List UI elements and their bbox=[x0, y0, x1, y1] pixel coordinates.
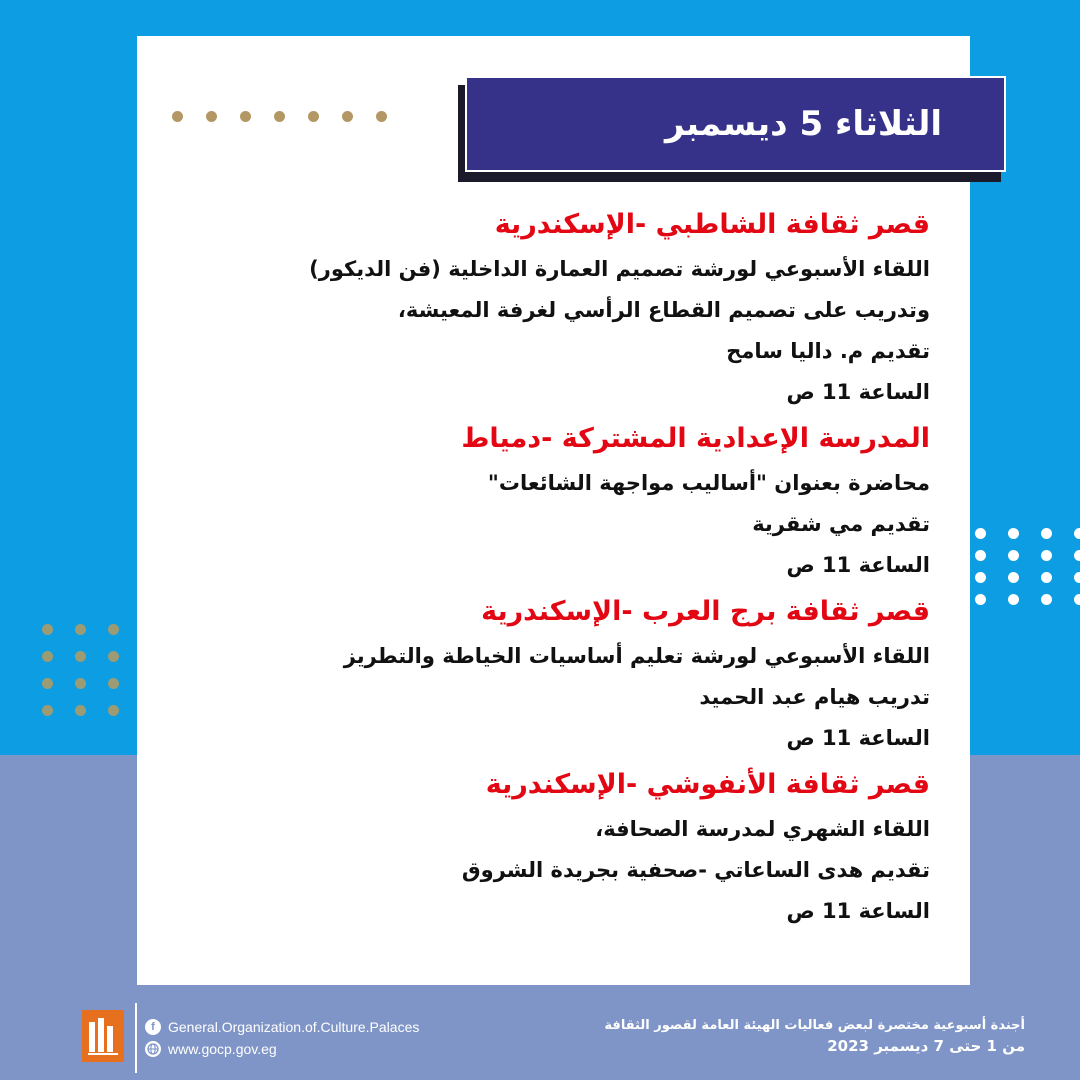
footer-divider bbox=[135, 1003, 137, 1073]
facebook-page-name: General.Organization.of.Culture.Palaces bbox=[168, 1019, 420, 1035]
event-venue: المدرسة الإعدادية المشتركة -دمياط bbox=[461, 423, 930, 454]
organization-logo bbox=[82, 1010, 124, 1062]
decorative-dots-header bbox=[172, 111, 387, 122]
website-link[interactable] bbox=[145, 1038, 419, 1060]
event-time: الساعة 11 ص bbox=[786, 899, 930, 923]
footer-agenda bbox=[585, 1016, 1025, 1056]
event-time: الساعة 11 ص bbox=[786, 380, 930, 404]
event-section bbox=[160, 419, 930, 586]
facebook-icon: f bbox=[145, 1019, 161, 1035]
event-line: تقديم م. داليا سامح bbox=[726, 339, 930, 363]
event-line: اللقاء الشهري لمدرسة الصحافة، bbox=[595, 817, 930, 841]
agenda-date-range: من 1 حتى 7 ديسمبر 2023 bbox=[827, 1037, 1025, 1055]
page-title: الثلاثاء 5 ديسمبر bbox=[664, 104, 942, 144]
footer-contact bbox=[145, 1016, 419, 1060]
event-line: وتدريب على تصميم القطاع الرأسي لغرفة المعيشة، bbox=[397, 298, 930, 322]
event-time: الساعة 11 ص bbox=[786, 726, 930, 750]
event-line: محاضرة بعنوان "أساليب مواجهة الشائعات" bbox=[487, 471, 930, 495]
event-line: تدريب هيام عبد الحميد bbox=[699, 685, 930, 709]
facebook-link[interactable] bbox=[145, 1016, 419, 1038]
decorative-dots-left bbox=[42, 624, 152, 716]
event-line: اللقاء الأسبوعي لورشة تصميم العمارة الداخلية (فن الديكور) bbox=[309, 257, 930, 281]
event-line: تقديم مي شقرية bbox=[752, 512, 930, 536]
event-section bbox=[160, 592, 930, 759]
event-venue: قصر ثقافة الشاطبي -الإسكندرية bbox=[494, 209, 930, 240]
event-section bbox=[160, 765, 930, 932]
event-section bbox=[160, 205, 930, 413]
event-time: الساعة 11 ص bbox=[786, 553, 930, 577]
event-line: اللقاء الأسبوعي لورشة تعليم أساسيات الخياطة والتطريز bbox=[343, 644, 930, 668]
event-venue: قصر ثقافة برج العرب -الإسكندرية bbox=[481, 596, 930, 627]
date-header bbox=[465, 76, 1006, 172]
decorative-dots-right bbox=[975, 528, 1080, 605]
event-line: تقديم هدى الساعاتي -صحفية بجريدة الشروق bbox=[461, 858, 930, 882]
event-venue: قصر ثقافة الأنفوشي -الإسكندرية bbox=[485, 769, 930, 800]
website-url: www.gocp.gov.eg bbox=[168, 1041, 277, 1057]
agenda-description: أجندة أسبوعية مختصرة لبعض فعاليات الهيئة العامة لقصور الثقافة bbox=[604, 1018, 1025, 1033]
globe-icon bbox=[145, 1041, 161, 1057]
events-list bbox=[160, 205, 930, 938]
